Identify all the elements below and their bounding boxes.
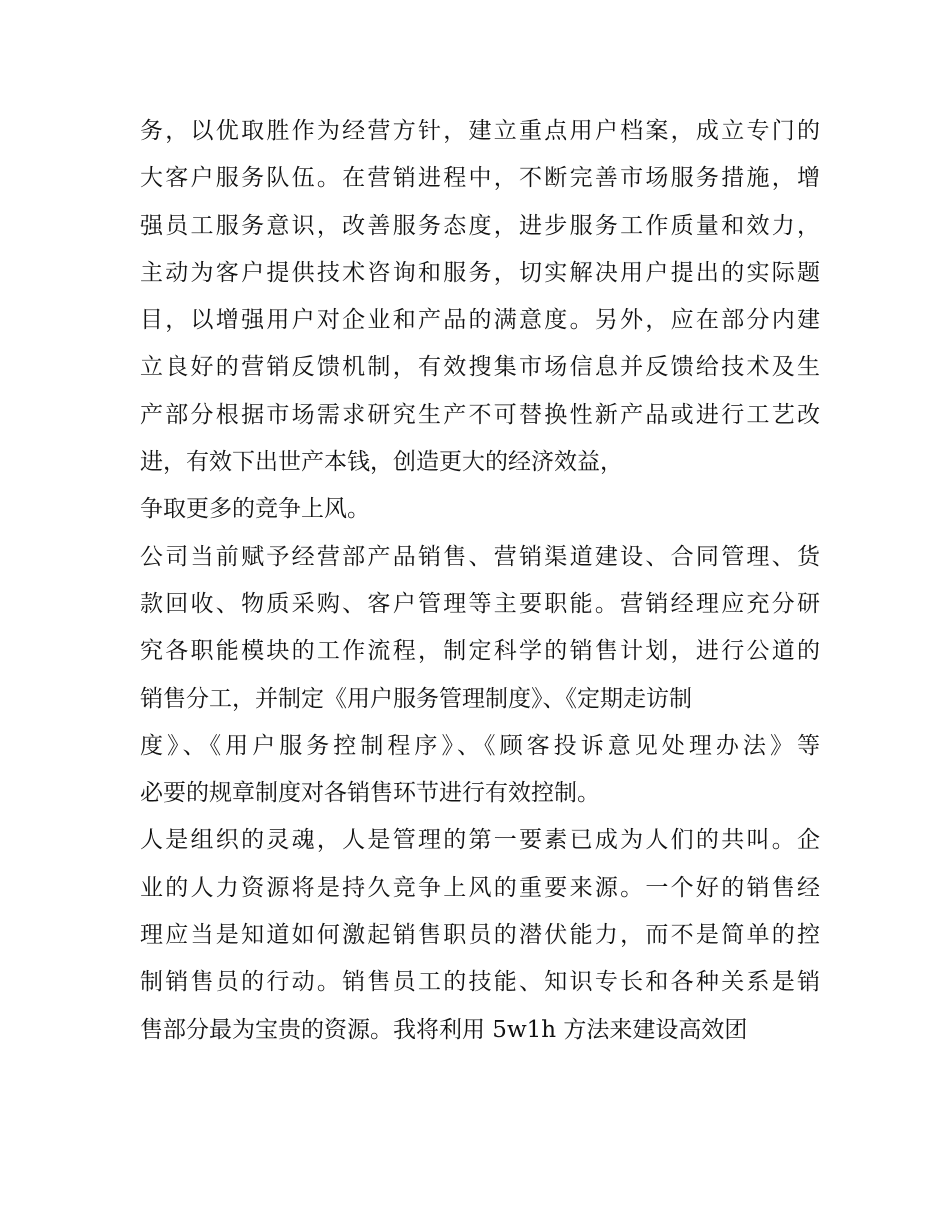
text-line: 人是组织的灵魂，人是管理的第一要素已成为人们的共叫。企 [140, 827, 820, 854]
text-line: 主动为客户提供技术咨询和服务，切实解决用户提出的实际题 [140, 259, 820, 286]
text-line: 产部分根据市场需求研究生产不可替换性新产品或进行工艺改 [140, 401, 820, 428]
body-text [140, 108, 820, 1054]
text-line: 究各职能模块的工作流程，制定科学的销售计划，进行公道的 [140, 638, 820, 665]
text-line: 必要的规章制度对各销售环节进行有效控制。 [140, 780, 600, 807]
text-line: 立良好的营销反馈机制，有效搜集市场信息并反馈给技术及生 [140, 354, 820, 381]
text-line: 强员工服务意识，改善服务态度，进步服务工作质量和效力， [140, 212, 820, 239]
text-line: 业的人力资源将是持久竞争上风的重要来源。一个好的销售经 [140, 874, 820, 901]
text-line: 售部分最为宝贵的资源。我将利用 5w1h 方法来建设高效团 [140, 1016, 748, 1043]
text-line: 大客户服务队伍。在营销进程中，不断完善市场服务措施，增 [140, 165, 820, 192]
text-line: 争取更多的竞争上风。 [140, 496, 370, 523]
text-line: 公司当前赋予经营部产品销售、营销渠道建设、合同管理、货 [140, 543, 820, 570]
text-line: 款回收、物质采购、客户管理等主要职能。营销经理应充分研 [140, 590, 820, 617]
text-line: 目，以增强用户对企业和产品的满意度。另外，应在部分内建 [140, 307, 820, 334]
text-line: 进，有效下出世产本钱，创造更大的经济效益， [140, 449, 623, 476]
text-line: 销售分工，并制定《用户服务管理制度》、《定期走访制 [140, 685, 692, 712]
text-line: 理应当是知道如何激起销售职员的潜伏能力，而不是简单的控 [140, 922, 820, 949]
text-line: 务，以优取胜作为经营方针，建立重点用户档案，成立专门的 [140, 118, 820, 144]
text-line: 制销售员的行动。销售员工的技能、知识专长和各种关系是销 [140, 969, 820, 996]
text-line: 度》、《用户服务控制程序》、《顾客投诉意见处理办法》等 [140, 732, 820, 759]
